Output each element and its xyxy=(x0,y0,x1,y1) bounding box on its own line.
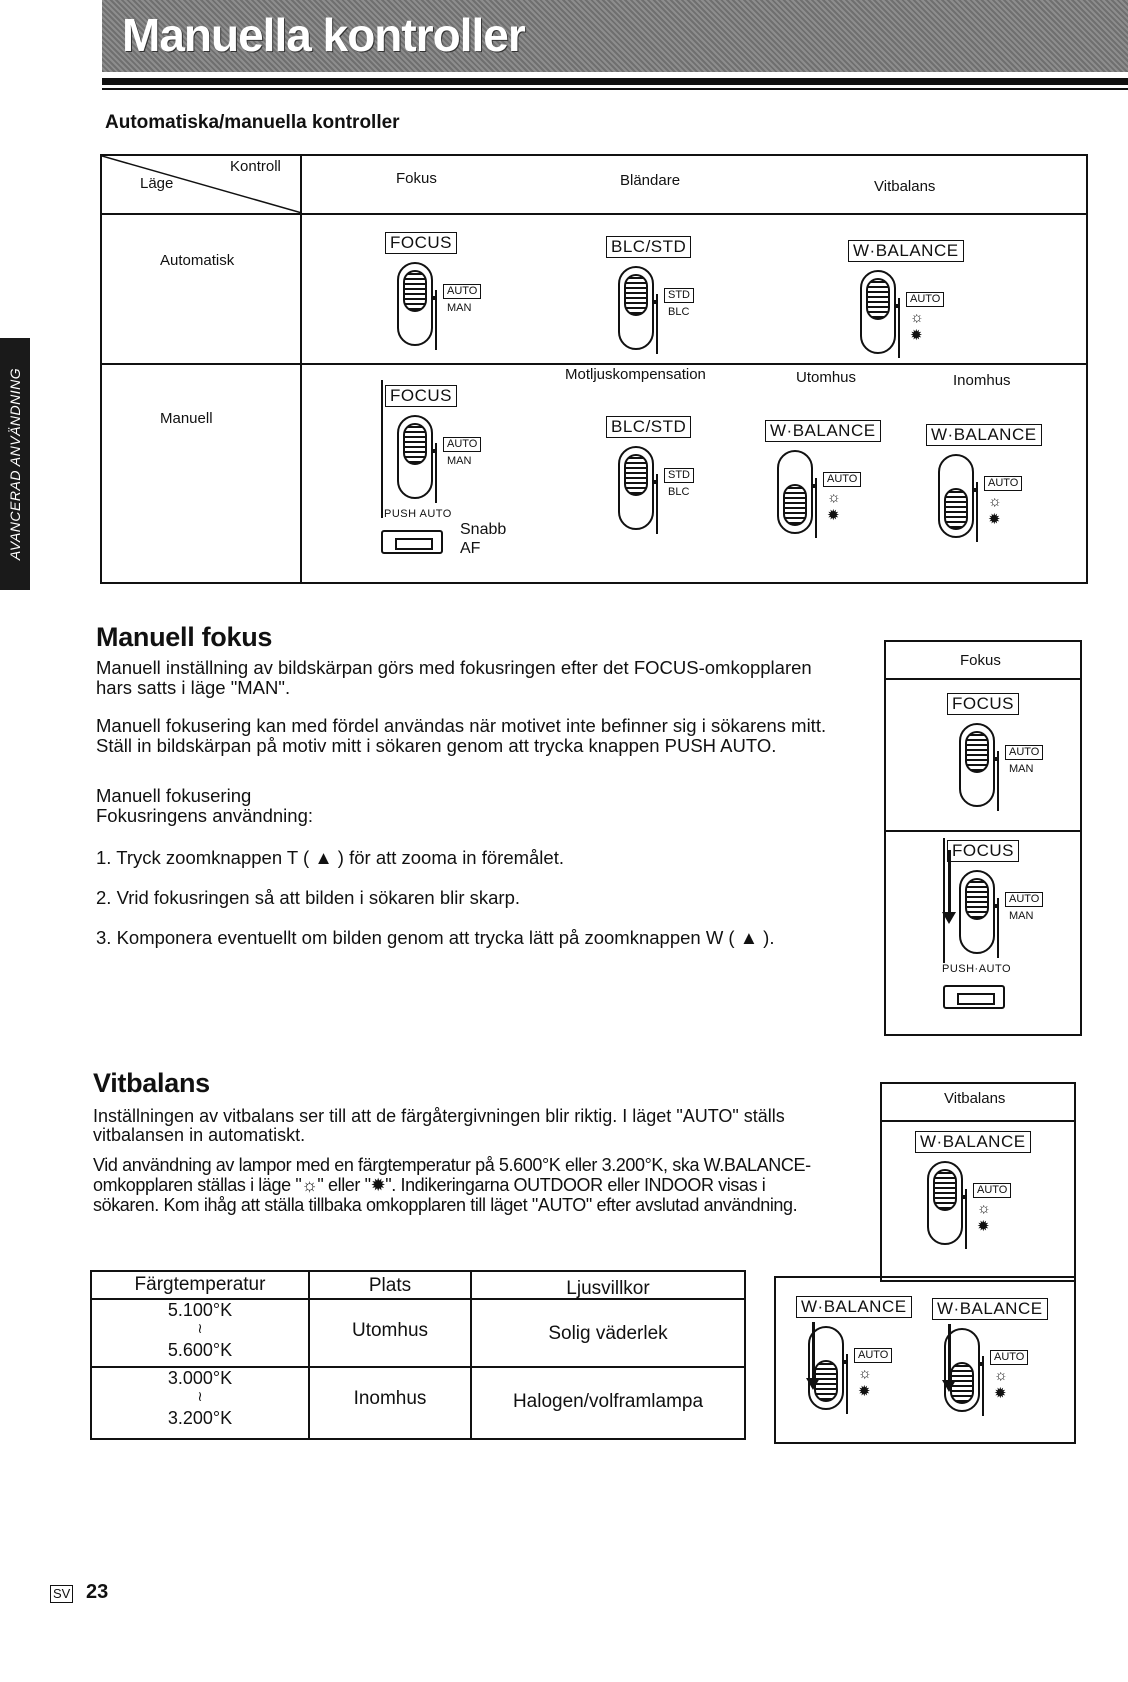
wb-switch-label: W·BALANCE xyxy=(848,240,964,262)
table-rule xyxy=(300,156,302,582)
switch-knob xyxy=(624,454,648,496)
switch-tick xyxy=(435,290,437,350)
wb-switch-label: W·BALANCE xyxy=(915,1131,1031,1153)
switch-tick xyxy=(982,1356,984,1416)
wb-auto-box: AUTO xyxy=(990,1350,1028,1365)
switch-body xyxy=(618,266,654,350)
wb-para-1b: vitbalansen in automatiskt. xyxy=(93,1125,306,1145)
push-auto-button xyxy=(943,985,1005,1009)
th-temperature: Färgtemperatur xyxy=(134,1274,266,1295)
bulb-icon: ✹ xyxy=(977,1218,990,1235)
row1-sep: ≀ xyxy=(197,1320,203,1336)
switch-tick xyxy=(997,751,999,811)
focus-switch-label: FOCUS xyxy=(385,232,457,254)
bulb-icon: ✹ xyxy=(988,511,1001,528)
switch-body xyxy=(938,454,974,538)
down-arrow-icon xyxy=(948,1324,951,1382)
indoor-label: Inomhus xyxy=(953,372,1011,389)
row2-sep: ≀ xyxy=(197,1388,203,1404)
mf-para-3a: Manuell fokusering xyxy=(96,785,252,806)
col-header-aperture: Bländare xyxy=(620,172,681,189)
switch-body xyxy=(618,446,654,530)
row2-place: Inomhus xyxy=(353,1388,427,1409)
switch-body xyxy=(777,450,813,534)
switch-dot xyxy=(811,484,815,488)
focus-bracket xyxy=(943,838,945,963)
switch-dot xyxy=(978,1362,982,1366)
col-header-white-balance: Vitbalans xyxy=(874,178,936,195)
switch-dot xyxy=(961,1195,965,1199)
switch-dot xyxy=(993,904,997,908)
bulb-icon: ✹ xyxy=(994,1385,1007,1402)
mf-para-1b: hars satts i läge "MAN". xyxy=(96,677,291,698)
switch-tick xyxy=(815,478,817,538)
wb-auto-box: AUTO xyxy=(984,476,1022,491)
wb-para-2c: sökaren. Kom ihåg att ställa tillbaka omkopplaren till läget "AUTO" efter avslutad användning. xyxy=(93,1195,798,1215)
switch-body xyxy=(959,723,995,807)
switch-dot xyxy=(652,300,656,304)
backlight-label: Motljuskompensation xyxy=(565,366,706,383)
switch-knob xyxy=(866,278,890,320)
blc-switch-label: BLC/STD xyxy=(606,416,691,438)
focus-man-label: MAN xyxy=(1009,910,1034,922)
blc-std-box: STD xyxy=(664,288,694,303)
wb-sidebox xyxy=(880,1082,1076,1282)
switch-tick xyxy=(656,294,658,354)
blc-blc-label: BLC xyxy=(668,486,690,498)
corner-col-label: Kontroll xyxy=(230,158,281,175)
row-header-auto: Automatisk xyxy=(160,252,235,269)
wb-para-2a: Vid användning av lampor med en färgtemperatur på 5.600°K eller 3.200°K, ska W.BALANCE- xyxy=(93,1155,811,1175)
switch-tick xyxy=(965,1189,967,1249)
focus-switch-label: FOCUS xyxy=(947,693,1019,715)
switch-knob xyxy=(624,274,648,316)
wb-para-2b: omkopplaren ställas i läge "☼" eller "✹". Indikeringarna OUTDOOR eller INDOOR visas i xyxy=(93,1175,766,1195)
sidebox-rule xyxy=(886,678,1080,680)
switch-tick xyxy=(435,443,437,503)
mf-step-2: 2. Vrid fokusringen så att bilden i sökaren blir skarp. xyxy=(96,887,521,908)
switch-dot xyxy=(842,1360,846,1364)
switch-tick xyxy=(846,1354,848,1414)
corner-row-label: Läge xyxy=(140,175,174,192)
sun-icon: ☼ xyxy=(988,493,1002,510)
bulb-icon: ✹ xyxy=(910,327,923,344)
mf-step-1: 1. Tryck zoomknappen T ( ▲ ) för att zooma in föremålet. xyxy=(96,847,564,868)
title-rule xyxy=(102,78,1128,85)
switch-dot xyxy=(431,296,435,300)
th-place: Plats xyxy=(368,1275,412,1296)
switch-body xyxy=(860,270,896,354)
row1-temp-2: 5.600°K xyxy=(167,1340,233,1360)
focus-auto-box: AUTO xyxy=(1005,745,1043,760)
switch-dot xyxy=(993,757,997,761)
wb-switch-label: W·BALANCE xyxy=(926,424,1042,446)
row-header-manual: Manuell xyxy=(160,410,213,427)
focus-sidebox-title: Fokus xyxy=(960,652,1001,669)
switch-body xyxy=(397,415,433,499)
mf-para-2b: Ställ in bildskärpan på motiv mitt i sökaren genom att trycka knappen PUSH AUTO. xyxy=(96,735,777,756)
switch-tick xyxy=(656,474,658,534)
switch-knob xyxy=(933,1169,957,1211)
switch-knob xyxy=(965,731,989,773)
wb-auto-box: AUTO xyxy=(823,472,861,487)
wb-switch-label: W·BALANCE xyxy=(796,1296,912,1318)
bulb-icon: ✹ xyxy=(858,1383,871,1400)
switch-body xyxy=(397,262,433,346)
switch-tick xyxy=(898,298,900,358)
mf-para-3b: Fokusringens användning: xyxy=(96,805,314,826)
push-auto-button xyxy=(381,530,443,554)
sidebox-rule xyxy=(882,1120,1074,1122)
down-arrow-icon xyxy=(812,1322,815,1380)
switch-knob xyxy=(783,484,807,526)
push-auto-label: PUSH AUTO xyxy=(384,508,452,520)
switch-knob xyxy=(403,270,427,312)
focus-switch-label: FOCUS xyxy=(947,840,1019,862)
focus-switch-label: FOCUS xyxy=(385,385,457,407)
sun-icon: ☼ xyxy=(827,489,841,506)
switch-dot xyxy=(972,488,976,492)
switch-dot xyxy=(894,304,898,308)
focus-man-label: MAN xyxy=(447,302,472,314)
row2-light: Halogen/volframlampa xyxy=(512,1391,704,1412)
bulb-icon: ✹ xyxy=(827,507,840,524)
focus-bracket xyxy=(381,380,383,518)
side-tab-label: AVANCERAD ANVÄNDNING xyxy=(7,367,23,561)
wb-switch-label: W·BALANCE xyxy=(932,1298,1048,1320)
wb-switch-label: W·BALANCE xyxy=(765,420,881,442)
focus-auto-box: AUTO xyxy=(443,437,481,452)
switch-knob xyxy=(403,423,427,465)
row2-temp-1: 3.000°K xyxy=(167,1368,233,1388)
sun-icon: ☼ xyxy=(910,309,924,326)
wb-para-1a: Inställningen av vitbalans ser till att de färgåtergivningen blir riktig. I läget "AUTO" ställs xyxy=(93,1106,785,1126)
focus-man-label: MAN xyxy=(447,455,472,467)
switch-knob xyxy=(944,488,968,530)
sidebox-rule xyxy=(886,830,1080,832)
white-balance-heading: Vitbalans xyxy=(93,1068,210,1098)
blc-std-box: STD xyxy=(664,468,694,483)
row1-light: Solig väderlek xyxy=(548,1323,668,1344)
title-rule-thin xyxy=(102,88,1128,90)
outdoor-label: Utomhus xyxy=(796,369,857,386)
wb-auto-box: AUTO xyxy=(973,1183,1011,1198)
mf-step-3: 3. Komponera eventuellt om bilden genom att trycka lätt på zoomknappen W ( ▲ ). xyxy=(96,927,775,948)
row2-temp-2: 3.200°K xyxy=(167,1408,233,1428)
quick-af-label-1: Snabb xyxy=(460,521,507,538)
focus-auto-box: AUTO xyxy=(443,284,481,299)
page-number: 23 xyxy=(86,1581,109,1603)
manual-focus-heading: Manuell fokus xyxy=(96,622,273,652)
switch-tick xyxy=(976,482,978,542)
quick-af-label-2: AF xyxy=(460,540,481,557)
th-light: Ljusvillkor xyxy=(566,1278,650,1299)
mf-para-2a: Manuell fokusering kan med fördel användas när motivet inte befinner sig i sökarens mitt. xyxy=(96,715,827,736)
down-arrow-icon xyxy=(948,850,951,914)
row1-temp-1: 5.100°K xyxy=(167,1300,233,1320)
row1-place: Utomhus xyxy=(351,1320,429,1341)
page-title: Manuella kontroller xyxy=(122,9,525,61)
switch-dot xyxy=(431,449,435,453)
switch-dot xyxy=(652,480,656,484)
mf-para-1a: Manuell inställning av bildskärpan görs med fokusringen efter det FOCUS-omkopplaren xyxy=(96,657,812,678)
blc-switch-label: BLC/STD xyxy=(606,236,691,258)
language-badge: SV xyxy=(50,1585,73,1603)
sun-icon: ☼ xyxy=(994,1367,1008,1384)
color-temperature-table xyxy=(90,1270,746,1440)
wb-sidebox-title: Vitbalans xyxy=(944,1090,1006,1107)
wb-auto-box: AUTO xyxy=(854,1348,892,1363)
sun-icon: ☼ xyxy=(858,1365,872,1382)
wb-auto-box: AUTO xyxy=(906,292,944,307)
section-subtitle: Automatiska/manuella kontroller xyxy=(105,112,400,133)
blc-blc-label: BLC xyxy=(668,306,690,318)
switch-knob xyxy=(965,878,989,920)
sun-icon: ☼ xyxy=(977,1200,991,1217)
push-auto-label: PUSH·AUTO xyxy=(942,963,1012,975)
switch-body xyxy=(927,1161,963,1245)
focus-auto-box: AUTO xyxy=(1005,892,1043,907)
table-rule xyxy=(102,363,1086,365)
focus-man-label: MAN xyxy=(1009,763,1034,775)
switch-body xyxy=(959,870,995,954)
col-header-focus: Fokus xyxy=(396,170,437,187)
switch-tick xyxy=(997,898,999,958)
